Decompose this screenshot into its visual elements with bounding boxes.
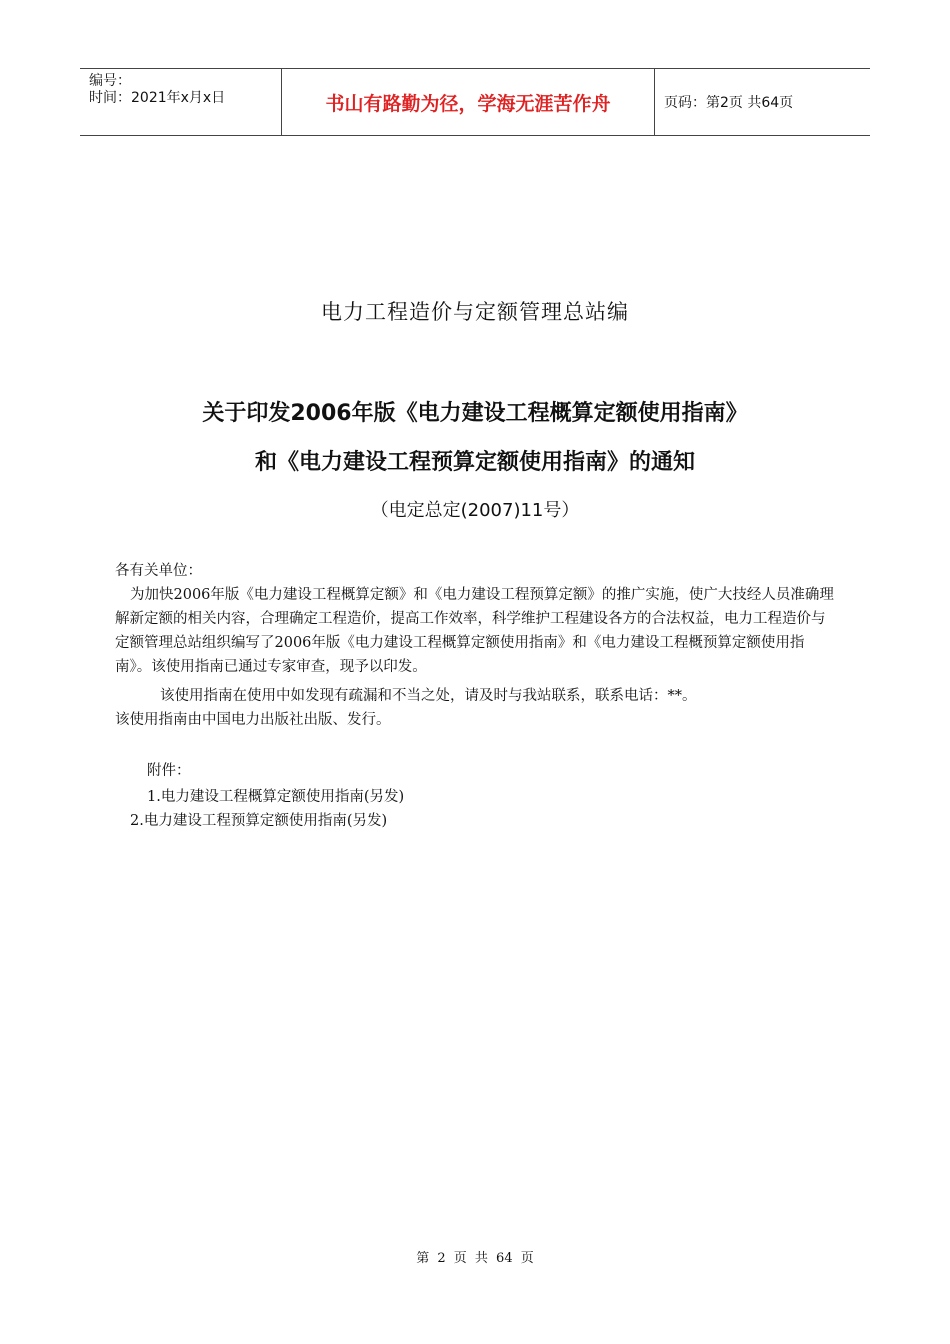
- document-header: [80, 68, 870, 136]
- issuer-line: 电力工程造价与定额管理总站编: [321, 300, 629, 324]
- header-meta: [80, 69, 281, 135]
- document-number-label: 编号：: [89, 73, 131, 89]
- header-motto: 书山有路勤为径，学海无涯苦作舟: [281, 69, 655, 135]
- body-paragraph-1: 为加快2006年版《电力建设工程概算定额》和《电力建设工程预算定额》的推广实施，使广大技经人员准确理解新定额的相关内容，合理确定工程造价，提高工作效率，科学维护工程建设各方的合法权益，电力工程造价与定额管理总站组织编写了2006年版《电力建设工程概算定额使用指南》和《电力建设工程概预算定额使用指南》。该使用指南已通过专家审查，现予以印发。: [115, 587, 834, 675]
- attachments-label: 附件：: [147, 763, 191, 779]
- attachment-item-1: 1.电力建设工程概算定额使用指南(另发): [147, 789, 405, 805]
- body-paragraph-2: 该使用指南在使用中如发现有疏漏和不当之处，请及时与我站联系，联系电话：**。: [160, 688, 697, 704]
- document-date-label: 时间：2021年x月x日: [89, 90, 226, 106]
- page-footer: 第 2 页 共 64 页: [416, 1251, 534, 1266]
- salutation: 各有关单位：: [115, 563, 202, 579]
- body-paragraph-3: 该使用指南由中国电力出版社出版、发行。: [115, 712, 391, 728]
- notice-title-line-2: 和《电力建设工程预算定额使用指南》的通知: [254, 450, 695, 475]
- notice-title-line-1: 关于印发2006年版《电力建设工程概算定额使用指南》: [202, 401, 748, 426]
- document-reference-number: （电定总定(2007)11号）: [370, 500, 580, 521]
- header-page-info: 页码：第2页 共64页: [664, 95, 794, 111]
- attachment-item-2: 2.电力建设工程预算定额使用指南(另发): [130, 813, 388, 829]
